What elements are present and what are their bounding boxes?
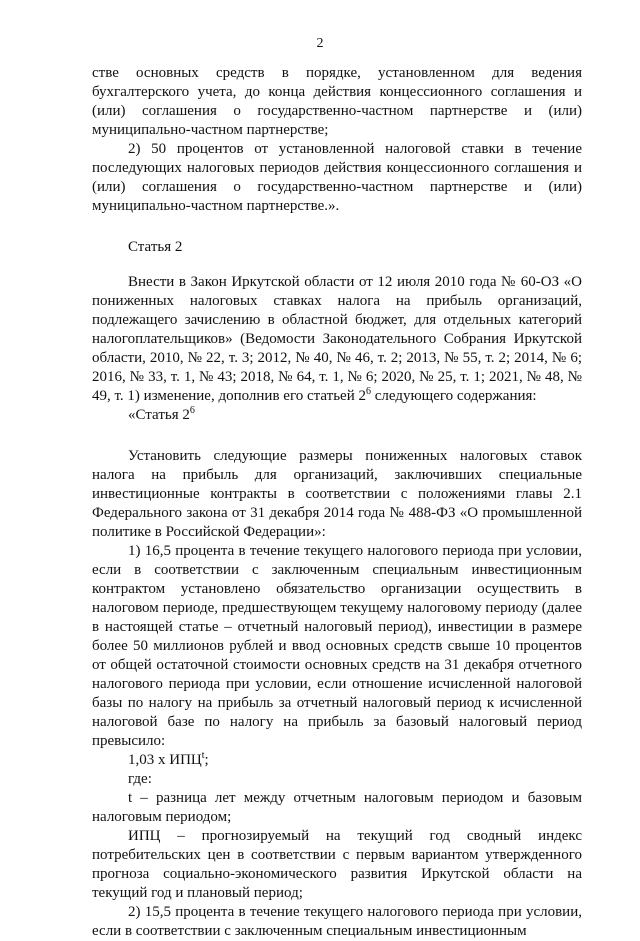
paragraph-item-2b: 2) 15,5 процента в течение текущего налогового периода при условии, если в соответствии с заключенным специальным инвестиционным [92,904,582,939]
paragraph-amendment [92,273,582,406]
quoted-article-heading [92,406,582,425]
quoted-heading-superscript: 6 [189,405,195,416]
formula-exponent: t [201,750,205,761]
amendment-text-tail: следующего содержания: [370,388,537,404]
where-label: где: [128,771,152,787]
definition-t: t – разница лет между отчетным налоговым периодом и базовым налоговым периодом; [92,790,582,825]
formula-main: 1,03 х ИПЦ [128,752,202,768]
article-heading: Статья 2 [128,239,183,255]
paragraph-item-1: 1) 16,5 процента в течение текущего налогового периода при условии, если в соответствии с заключенным специальным инвестиционным контрактом установлено обязательство организации осуществить в налоговом периоде, предшествующем текущему налоговому периоду (далее в настоящей статье – отчетный налоговый период), инвестиции в размере более 50 миллионов рублей и ввод основных средств свыше 10 процентов от общей остаточной стоимости основных средств на 31 декабря отчетного налогового периода при условии, если отношение исчисленной налоговой базы по налогу на прибыль за отчетный налоговый период к исчисленной налоговой базе по налогу на прибыль за базовый налоговый период превысило: [92,543,582,749]
paragraph-continuation: стве основных средств в порядке, установленном для ведения бухгалтерского учета, до конца действия концессионного соглашения и (или) соглашения о государственно-частном партнерстве и (или) муниципально-частном партнерстве; [92,65,582,138]
paragraph-item-2: 2) 50 процентов от установленной налоговой ставки в течение последующих налоговых периодов действия концессионного соглашения и (или) соглашения о государственно-частном партнерстве и (или) муниципально-частном партнерстве.». [92,141,582,214]
formula [92,751,582,770]
page-number: 2 [316,36,324,51]
paragraph-establish: Установить следующие размеры пониженных налоговых ставок налога на прибыль для организаций, заключивших специальные инвестиционные контракты в соответствии с положениями главы 2.1 Федерального закона от 31 декабря 2014 года № 488-ФЗ «О промышленной политике в Российской Федерации»: [92,448,582,540]
document-body [92,64,582,941]
definition-ipc: ИПЦ – прогнозируемый на текущий год сводный индекс потребительских цен в соответствии с первым вариантом утвержденного прогноза социально-экономического развития Иркутской области на текущий год и плановый период; [92,828,582,901]
formula-tail: ; [204,752,209,768]
amendment-text: Внести в Закон Иркутской области от 12 июля 2010 года № 60-ОЗ «О пониженных налоговых ставках налога на прибыль организаций, подлежащего зачислению в областной бюджет, для отдельных категорий налогоплательщиков» (Ведомости Законодательного Собрания Иркутской области, 2010, № 22, т. 3; 2012, № 40, № 46, т. 2; 2013, № 55, т. 2; 2014, № 6; 2016, № 33, т. 1, № 43; 2018, № 64, т. 1, № 6; 2020, № 25, т. 1; 2021, № 48, № 49, т. 1) изменение, дополнив его статьей 2 [92,274,582,404]
quoted-heading-text: «Статья 2 [128,407,190,423]
amendment-superscript: 6 [365,386,371,397]
